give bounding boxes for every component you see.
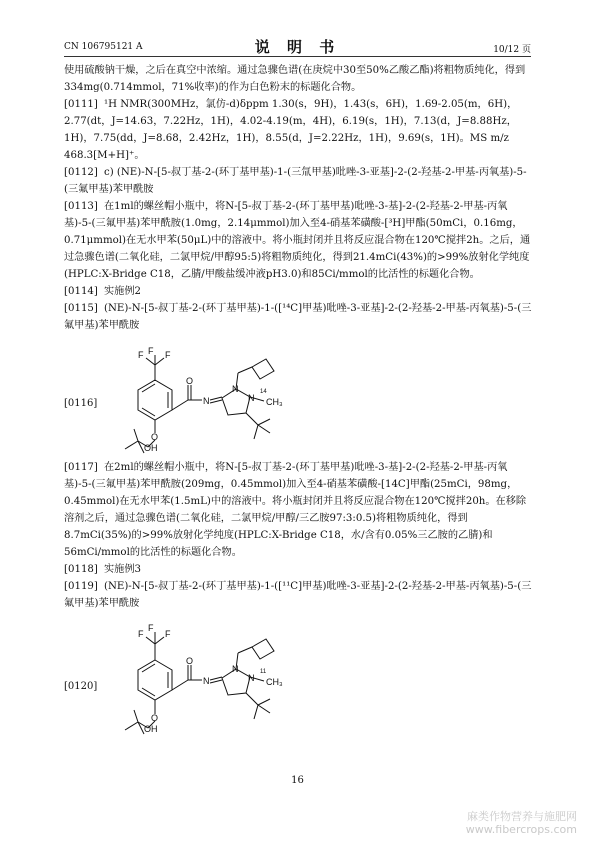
cf3-f-left: F [138,350,144,360]
paragraph-0115: [0115] (NE)-N-[5-叔丁基-2-(环丁基甲基)-1-([¹⁴C]甲基)吡唑-3-亚基]-2-(2-羟基-2-甲基-丙氧基)-5-(三氟甲基)苯甲酰胺 [64,303,532,331]
carbonyl-oxygen: O [186,656,194,666]
text-block-a [64,62,534,334]
hydroxyl-group: OH [144,724,158,734]
paragraph-0112: [0112] c) (NE)-N-[5-叔丁基-2-(环丁基甲基)-1-(三氚甲基)吡唑-3-亚基]-2-(2-羟基-2-甲基-丙氧基)-5-(三氟甲基)苯甲酰胺 [64,167,527,195]
imine-nitrogen: N [203,396,210,406]
isotope-label: 14 [260,389,267,395]
paragraph-0118: [0118] 实施例3 [64,564,142,575]
paragraph-0117: [0117] 在2ml的螺丝帽小瓶中，将N-[5-叔丁基-2-(环丁基甲基)吡唑-3-基]-2-(2-羟基-2-甲基-丙氧基)-5-(三氟甲基)苯甲酰胺(209mg，0.45mmol)加入至4-硝基苯磺酸-[14C]甲酯(25mCi，98mg，0.45mmol)在无水甲苯(1.5mL)中的溶液中。将小瓶封闭并且将反应混合物在120℃搅拌20h。在移除溶剂之后，通过急骤色谱(二氧化硅，二氯甲烷/甲醇/三乙胺97:3:0.5)将粗物质纯化，得到8.7mCi(35%)的>99%放射化学纯度(HPLC:X-Bridge C18，水/含有0.05%三乙胺的乙腈)和56mCi/mmol的比活性的标题化合物。 [64,462,527,558]
paragraph-0114: [0114] 实施例2 [64,286,142,297]
text-block-b [64,459,534,612]
page-number: 16 [291,775,304,786]
hydroxyl-group: OH [144,443,158,453]
ether-oxygen: O [151,713,159,723]
paragraph-0113: [0113] 在1ml的螺丝帽小瓶中，将N-[5-叔丁基-2-(环丁基甲基)吡唑-3-基]-2-(2-羟基-2-甲基-丙氧基)-5-(三氟甲基)苯甲酰胺(1.0mg，2.14μmmol)加入至4-硝基苯磺酸-[³H]甲酯(50mCi，0.16mg，0.71μmmol)在无水甲苯(50μL)中的溶液中。将小瓶封闭并且将反应混合物在120℃搅拌2h。之后，通过急骤色谱(二氧化硅，二氯甲烷/甲醇95:5)将粗物质纯化，得到21.4mCi(43%)的>99%放射化学纯度(HPLC:X-Bridge C18，乙腈/甲酸盐缓冲液pH3.0)和85Ci/mmol的比活性的标题化合物。 [64,201,531,280]
cf3-f-right: F [165,629,171,639]
page-header [64,34,531,57]
document-title: 说 明 书 [254,38,341,56]
paragraph-0119: [0119] (NE)-N-[5-叔丁基-2-(环丁基甲基)-1-([¹¹C]甲基)吡唑-3-亚基]-2-(2-羟基-2-甲基-丙氧基)-5-(三氟甲基)苯甲酰胺 [64,581,532,609]
cf3-f-left: F [138,629,144,639]
pyrazole-nitrogen-1: N [232,664,239,674]
page-indicator: 10/12 页 [493,45,531,55]
imine-nitrogen: N [203,676,210,686]
pyrazole-nitrogen-2: N [248,393,255,403]
patent-number: CN 106795121 A [64,42,143,52]
chemical-structure-1 [110,345,350,460]
pyrazole-nitrogen-1: N [232,384,239,394]
ether-oxygen: O [151,432,159,442]
watermark-url: www.fibercrops.com [465,823,577,836]
methyl-group: CH₃ [266,397,283,407]
paragraph-0111: [0111] ¹H NMR(300MHz，氯仿-d)δppm 1.30(s，9H)，1.43(s，6H)，1.69-2.05(m，6H)，2.77(dt，J=14.63，7.22Hz，1H)，4.02-4.19(m，4H)，6.19(s，1H)，7.13(d，J=8.88Hz，1H)，7.75(dd，J=8.68，2.42Hz，1H)，8.55(d，J=2.22Hz，1H)，9.69(s，1H)。MS m/z 468.3[M+H]⁺。 [64,99,518,161]
cf3-f-top: F [148,623,154,633]
watermark-title: 麻类作物营养与施肥网 [467,810,577,823]
structure-2-label: [0120] [64,681,98,692]
carbonyl-oxygen: O [186,376,194,386]
structure-1-label: [0116] [64,398,98,409]
chemical-structure-2 [110,620,350,748]
methyl-group: CH₃ [266,677,283,687]
cf3-f-right: F [165,350,171,360]
pyrazole-nitrogen-2: N [248,673,255,683]
isotope-label: 11 [260,669,267,675]
paragraph-0110-cont: 使用硫酸钠干燥，之后在真空中浓缩。通过急骤色谱(在庚烷中30至50%乙酸乙酯)将粗物质纯化，得到334mg(0.714mmol，71%收率)的作为白色粉末的标题化合物。 [64,65,526,93]
cf3-f-top: F [148,346,154,356]
